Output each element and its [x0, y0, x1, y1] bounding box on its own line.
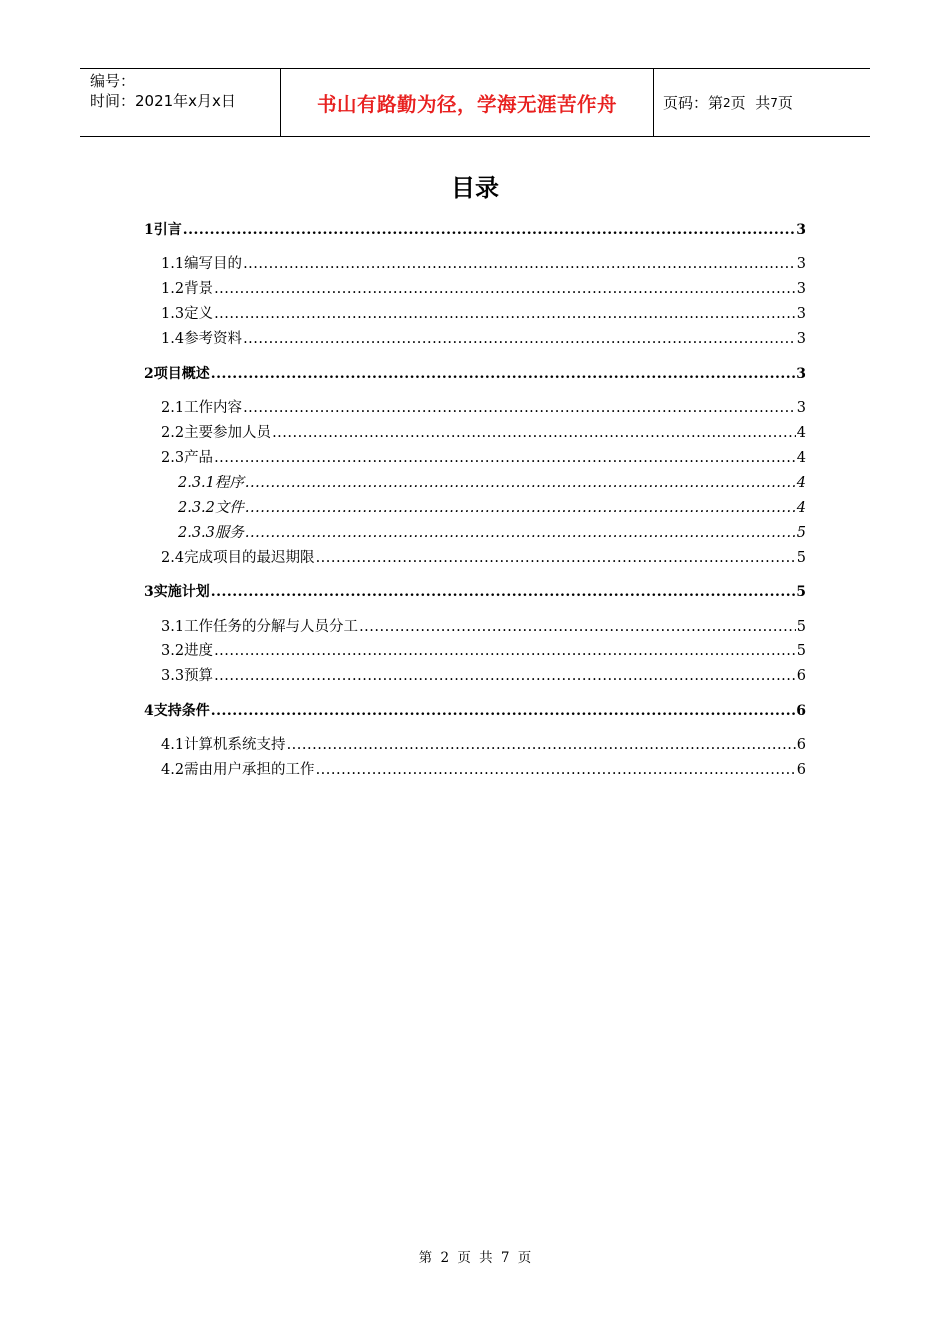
toc-text: 定义: [184, 306, 214, 322]
toc-leader: [245, 498, 796, 518]
toc-text: 引言: [153, 222, 182, 238]
toc-entry[interactable]: [161, 423, 806, 443]
toc-number: 1.2: [161, 281, 185, 297]
toc-number: 3: [144, 584, 154, 600]
toc-page: 5: [796, 550, 806, 566]
toc-text: 文件: [214, 500, 244, 516]
toc-page: 5: [796, 643, 806, 659]
toc-text: 实施计划: [153, 584, 210, 600]
doc-time-label: 时间：2021年x月x日: [90, 92, 236, 110]
toc-entry[interactable]: [161, 254, 806, 274]
toc-page: 5: [796, 584, 806, 600]
toc-text: 进度: [184, 643, 214, 659]
toc-number: 3.2: [161, 643, 185, 659]
toc-number: 2.3.3: [178, 525, 215, 541]
toc-leader: [287, 735, 796, 755]
toc-leader: [316, 760, 796, 780]
toc-text: 编写目的: [184, 256, 243, 272]
toc-page: 6: [796, 668, 806, 684]
toc-leader: [214, 641, 796, 661]
toc-leader: [243, 398, 796, 418]
toc-page: 3: [796, 222, 806, 238]
toc-page: 3: [796, 366, 806, 382]
toc-number: 2.3.2: [178, 500, 215, 516]
toc-number: 2.4: [161, 550, 185, 566]
toc-entry[interactable]: [161, 760, 806, 780]
toc-leader: [183, 220, 796, 240]
toc-number: 4: [144, 703, 154, 719]
toc-number: 2.3: [161, 450, 185, 466]
toc-entry[interactable]: [161, 329, 806, 349]
toc-page: 4: [796, 475, 806, 491]
toc-leader: [245, 473, 796, 493]
toc-page: 5: [796, 525, 806, 541]
page-total: 7: [770, 95, 778, 110]
toc-text: 完成项目的最迟期限: [184, 550, 315, 566]
toc-entry[interactable]: [161, 666, 806, 686]
toc-text: 背景: [184, 281, 214, 297]
toc-text: 工作任务的分解与人员分工: [184, 619, 359, 635]
toc-text: 程序: [214, 475, 244, 491]
toc-text: 主要参加人员: [184, 425, 272, 441]
toc-page: 4: [796, 425, 806, 441]
toc-entry[interactable]: [161, 304, 806, 324]
toc-entry[interactable]: [161, 548, 806, 568]
page-suffix: 页: [777, 94, 793, 112]
toc-text: 参考资料: [184, 331, 243, 347]
toc-number: 1.4: [161, 331, 185, 347]
page-footer: 第 2 页 共 7 页: [418, 1250, 532, 1266]
toc-page: 3: [796, 331, 806, 347]
toc-number: 2: [144, 366, 154, 382]
toc-entry[interactable]: [161, 641, 806, 661]
toc-leader: [243, 254, 796, 274]
page-mid: 页 共: [730, 94, 771, 112]
toc-leader: [272, 423, 796, 443]
toc-number: 2.3.1: [178, 475, 215, 491]
toc-leader: [359, 617, 796, 637]
toc-page: 4: [796, 450, 806, 466]
toc-leader: [214, 279, 796, 299]
toc-leader: [211, 701, 796, 721]
header-motto: 书山有路勤为径，学海无涯苦作舟: [281, 69, 654, 136]
toc-text: 项目概述: [153, 366, 210, 382]
toc-entry[interactable]: [161, 735, 806, 755]
doc-number-label: 编号：: [90, 72, 136, 90]
toc-leader: [214, 304, 796, 324]
toc-text: 工作内容: [184, 400, 243, 416]
toc-text: 需由用户承担的工作: [184, 762, 315, 778]
toc-page: 6: [796, 703, 806, 719]
toc-leader: [214, 666, 796, 686]
toc-number: 1.1: [161, 256, 185, 272]
toc-entry[interactable]: [161, 617, 806, 637]
page-title: 目录: [451, 174, 499, 202]
toc-entry[interactable]: [144, 701, 806, 721]
toc-entry[interactable]: [144, 582, 806, 602]
toc-number: 2.1: [161, 400, 185, 416]
toc-page: 6: [796, 762, 806, 778]
toc-number: 2.2: [161, 425, 185, 441]
toc-text: 支持条件: [153, 703, 210, 719]
toc-text: 计算机系统支持: [184, 737, 286, 753]
toc-page: 3: [796, 256, 806, 272]
toc-number: 1.3: [161, 306, 185, 322]
toc-number: 3.3: [161, 668, 185, 684]
toc-page: 3: [796, 306, 806, 322]
toc-number: 3.1: [161, 619, 185, 635]
toc-entry[interactable]: [161, 279, 806, 299]
toc-entry[interactable]: [178, 498, 806, 518]
toc-entry[interactable]: [161, 448, 806, 468]
toc-entry[interactable]: [178, 523, 806, 543]
toc-entry[interactable]: [161, 398, 806, 418]
toc-leader: [211, 582, 796, 602]
toc-entry[interactable]: [144, 364, 806, 384]
toc-text: 服务: [214, 525, 244, 541]
toc-number: 4.1: [161, 737, 185, 753]
page-current: 2: [723, 95, 731, 110]
toc-text: 产品: [184, 450, 214, 466]
toc-leader: [243, 329, 796, 349]
toc-leader: [316, 548, 796, 568]
toc-leader: [214, 448, 796, 468]
toc-number: 1: [144, 222, 154, 238]
toc-page: 3: [796, 281, 806, 297]
toc-text: 预算: [184, 668, 214, 684]
toc-page: 3: [796, 400, 806, 416]
page-prefix: 页码：第: [663, 94, 724, 112]
toc-page: 5: [796, 619, 806, 635]
toc-page: 6: [796, 737, 806, 753]
toc-leader: [245, 523, 796, 543]
toc-entry[interactable]: [178, 473, 806, 493]
toc-entry[interactable]: [144, 220, 806, 240]
toc-number: 4.2: [161, 762, 185, 778]
toc-leader: [211, 364, 796, 384]
toc-page: 4: [796, 500, 806, 516]
